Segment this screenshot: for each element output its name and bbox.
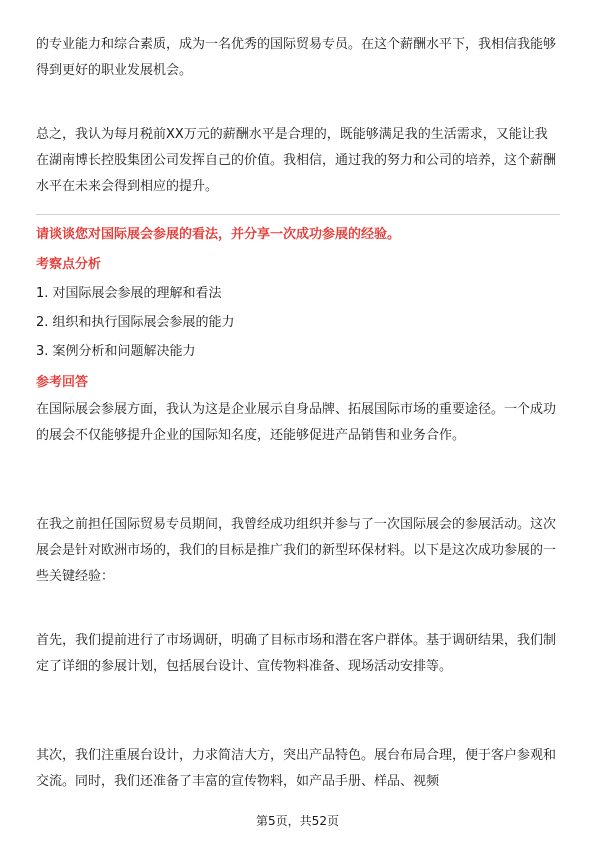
- analysis-list: [36, 279, 560, 366]
- answer-heading: 参考回答: [36, 375, 89, 390]
- body-text: 在国际展会参展方面，我认为这是企业展示自身品牌、拓展国际市场的重要途径。一个成功的展会不仅能够提升企业的国际知名度，还能够促进产品销售和业务合作。: [36, 402, 557, 443]
- conclusion-paragraph: [36, 122, 560, 200]
- body-text: 在我之前担任国际贸易专员期间，我曾经成功组织并参与了一次国际展会的参展活动。这次展会是针对欧洲市场的，我们的目标是推广我们的新型环保材料。以下是这次成功参展的一些关键经验：: [36, 517, 557, 584]
- list-item: 3. 案例分析和问题解决能力: [36, 344, 196, 359]
- intro-paragraph: [36, 32, 560, 84]
- answer-paragraph: [36, 397, 560, 449]
- body-text: 总之，我认为每月税前XX万元的薪酬水平是合理的，既能够满足我的生活需求，又能让我在湖南博长控股集团公司发挥自己的价值。我相信，通过我的努力和公司的培养，这个薪酬水平在未来会得到相应的提升。: [36, 127, 557, 194]
- section-divider: [36, 214, 560, 215]
- answer-paragraph: [36, 743, 560, 795]
- question-heading: 请谈谈您对国际展会参展的看法，并分享一次成功参展的经验。: [36, 227, 401, 242]
- answer-paragraph: [36, 628, 560, 680]
- body-text: 首先，我们提前进行了市场调研，明确了目标市场和潜在客户群体。基于调研结果，我们制定了详细的参展计划，包括展台设计、宣传物料准备、现场活动安排等。: [36, 633, 557, 674]
- answer-paragraph: [36, 512, 560, 590]
- list-item: 1. 对国际展会参展的理解和看法: [36, 286, 222, 301]
- page-number: 第5页，共52页: [256, 814, 339, 828]
- analysis-heading: 考察点分析: [36, 257, 102, 272]
- list-item: 2. 组织和执行国际展会参展的能力: [36, 315, 235, 330]
- body-text: 的专业能力和综合素质，成为一名优秀的国际贸易专员。在这个薪酬水平下，我相信我能够得到更好的职业发展机会。: [36, 37, 557, 78]
- body-text: 其次，我们注重展台设计，力求简洁大方，突出产品特色。展台布局合理，便于客户参观和交流。同时，我们还准备了丰富的宣传物料，如产品手册、样品、视频: [36, 748, 557, 789]
